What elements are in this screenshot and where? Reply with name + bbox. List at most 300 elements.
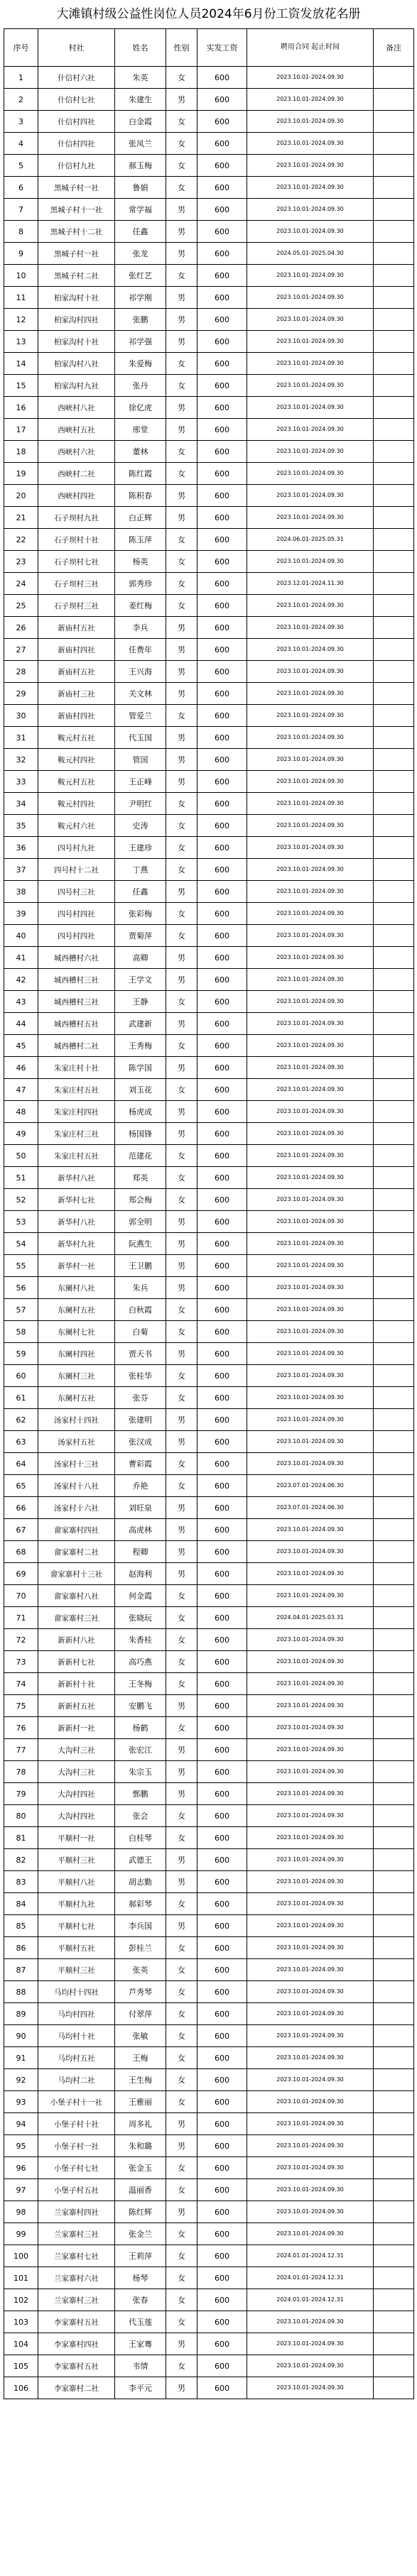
cell-wage: 600 <box>197 1321 247 1343</box>
cell-contract-period: 2023.10.01-2024.09.30 <box>247 2179 374 2201</box>
cell-gender: 女 <box>166 1607 197 1629</box>
cell-note <box>374 1563 414 1585</box>
cell-name: 安鹏飞 <box>115 1695 166 1717</box>
cell-seq: 81 <box>4 1827 38 1849</box>
cell-note <box>374 2157 414 2179</box>
cell-wage: 600 <box>197 639 247 661</box>
cell-contract-period: 2023.10.01-2024.09.30 <box>247 67 374 89</box>
cell-contract-period: 2023.10.01-2024.09.30 <box>247 749 374 771</box>
cell-contract-period: 2023.10.01-2024.09.30 <box>247 1167 374 1189</box>
cell-name: 高虎林 <box>115 1519 166 1541</box>
cell-seq: 45 <box>4 1035 38 1057</box>
cell-wage: 600 <box>197 2267 247 2289</box>
cell-gender: 女 <box>166 705 197 727</box>
table-row <box>4 1497 414 1519</box>
cell-wage: 600 <box>197 903 247 925</box>
cell-gender: 男 <box>166 419 197 441</box>
cell-wage: 600 <box>197 1277 247 1299</box>
cell-contract-period: 2023.07.01-2024.06.30 <box>247 1475 374 1497</box>
cell-gender: 男 <box>166 1519 197 1541</box>
cell-wage: 600 <box>197 1255 247 1277</box>
cell-village: 新新村一社 <box>38 1717 115 1739</box>
cell-note <box>374 1431 414 1453</box>
table-row <box>4 1057 414 1079</box>
cell-wage: 600 <box>197 1937 247 1959</box>
table-row <box>4 1827 414 1849</box>
cell-name: 张红艺 <box>115 265 166 287</box>
cell-gender: 男 <box>166 1013 197 1035</box>
cell-contract-period: 2024.01.01-2024.12.31 <box>247 2267 374 2289</box>
cell-village: 鞍元村四社 <box>38 793 115 815</box>
cell-name: 丁燕 <box>115 859 166 881</box>
cell-gender: 男 <box>166 881 197 903</box>
cell-wage: 600 <box>197 1585 247 1607</box>
cell-seq: 72 <box>4 1629 38 1651</box>
cell-gender: 男 <box>166 969 197 991</box>
cell-gender: 女 <box>166 1035 197 1057</box>
cell-village: 新庙村四社 <box>38 705 115 727</box>
cell-name: 祁学强 <box>115 331 166 353</box>
cell-village: 黑城子村二社 <box>38 265 115 287</box>
table-row <box>4 1101 414 1123</box>
cell-contract-period: 2023.10.01-2024.09.30 <box>247 1101 374 1123</box>
cell-wage: 600 <box>197 1365 247 1387</box>
cell-seq: 52 <box>4 1189 38 1211</box>
cell-gender: 女 <box>166 1585 197 1607</box>
cell-gender: 女 <box>166 1475 197 1497</box>
cell-seq: 58 <box>4 1321 38 1343</box>
cell-gender: 男 <box>166 1123 197 1145</box>
cell-name: 张会 <box>115 1805 166 1827</box>
cell-village: 四号村十二社 <box>38 859 115 881</box>
cell-village: 黑城子村十一社 <box>38 199 115 221</box>
table-row <box>4 2377 414 2399</box>
table-row <box>4 2267 414 2289</box>
cell-seq: 16 <box>4 397 38 419</box>
cell-gender: 女 <box>166 67 197 89</box>
cell-village: 平顺村一社 <box>38 1827 115 1849</box>
cell-wage: 600 <box>197 1761 247 1783</box>
cell-village: 东阑村四社 <box>38 1343 115 1365</box>
table-row <box>4 2135 414 2157</box>
cell-contract-period: 2023.10.01-2024.09.30 <box>247 991 374 1013</box>
cell-name: 杨琴 <box>115 2267 166 2289</box>
cell-note <box>374 2289 414 2311</box>
cell-name: 陈积春 <box>115 485 166 507</box>
cell-seq: 75 <box>4 1695 38 1717</box>
cell-village: 汤家村十四社 <box>38 1409 115 1431</box>
cell-gender: 女 <box>166 1827 197 1849</box>
cell-wage: 600 <box>197 1343 247 1365</box>
cell-seq: 27 <box>4 639 38 661</box>
cell-name: 杨国锋 <box>115 1123 166 1145</box>
cell-gender: 男 <box>166 1277 197 1299</box>
cell-contract-period: 2023.10.01-2024.09.30 <box>247 2157 374 2179</box>
cell-note <box>374 177 414 199</box>
table-row <box>4 1981 414 2003</box>
cell-note <box>374 1145 414 1167</box>
cell-gender: 男 <box>166 1695 197 1717</box>
cell-contract-period: 2023.10.01-2024.09.30 <box>247 1145 374 1167</box>
cell-note <box>374 1057 414 1079</box>
cell-name: 王卫鹏 <box>115 1255 166 1277</box>
cell-seq: 101 <box>4 2267 38 2289</box>
cell-contract-period: 2023.10.01-2024.09.30 <box>247 1277 374 1299</box>
cell-contract-period: 2023.10.01-2024.09.30 <box>247 155 374 177</box>
cell-village: 西峡村二社 <box>38 463 115 485</box>
cell-gender: 女 <box>166 2091 197 2113</box>
cell-wage: 600 <box>197 1101 247 1123</box>
cell-name: 常学福 <box>115 199 166 221</box>
cell-contract-period: 2023.10.01-2024.09.30 <box>247 2047 374 2069</box>
cell-wage: 600 <box>197 595 247 617</box>
cell-name: 王建珍 <box>115 837 166 859</box>
cell-gender: 男 <box>166 1343 197 1365</box>
table-row <box>4 661 414 683</box>
cell-note <box>374 727 414 749</box>
cell-note <box>374 991 414 1013</box>
cell-note <box>374 111 414 133</box>
cell-gender: 男 <box>166 89 197 111</box>
cell-seq: 65 <box>4 1475 38 1497</box>
cell-contract-period: 2023.10.01-2024.09.30 <box>247 1585 374 1607</box>
cell-wage: 600 <box>197 221 247 243</box>
cell-village: 石子坝村七社 <box>38 551 115 573</box>
cell-wage: 600 <box>197 1893 247 1915</box>
cell-seq: 92 <box>4 2069 38 2091</box>
cell-wage: 600 <box>197 1035 247 1057</box>
table-row <box>4 1629 414 1651</box>
cell-contract-period: 2023.10.01-2024.09.30 <box>247 771 374 793</box>
cell-note <box>374 815 414 837</box>
cell-seq: 66 <box>4 1497 38 1519</box>
cell-village: 黑城子村一社 <box>38 243 115 265</box>
table-row <box>4 155 414 177</box>
cell-contract-period: 2023.10.01-2024.09.30 <box>247 1013 374 1035</box>
cell-wage: 600 <box>197 1651 247 1673</box>
cell-note <box>374 837 414 859</box>
cell-village: 平顺村九社 <box>38 1893 115 1915</box>
cell-name: 张桂华 <box>115 1365 166 1387</box>
cell-wage: 600 <box>197 1827 247 1849</box>
table-row <box>4 2179 414 2201</box>
cell-gender: 女 <box>166 793 197 815</box>
cell-village: 汤家村五社 <box>38 1431 115 1453</box>
cell-note <box>374 573 414 595</box>
cell-seq: 62 <box>4 1409 38 1431</box>
cell-village: 东阑村八社 <box>38 1277 115 1299</box>
cell-name: 杨鹤 <box>115 1717 166 1739</box>
cell-seq: 12 <box>4 309 38 331</box>
cell-contract-period: 2023.10.01-2024.09.30 <box>247 89 374 111</box>
table-row <box>4 881 414 903</box>
table-row <box>4 507 414 529</box>
cell-wage: 600 <box>197 727 247 749</box>
cell-gender: 女 <box>166 837 197 859</box>
cell-gender: 女 <box>166 1387 197 1409</box>
cell-village: 新新村十社 <box>38 1673 115 1695</box>
cell-note <box>374 2201 414 2223</box>
cell-gender: 女 <box>166 2267 197 2289</box>
cell-wage: 600 <box>197 265 247 287</box>
cell-village: 平顺村八社 <box>38 1871 115 1893</box>
cell-gender: 女 <box>166 1629 197 1651</box>
cell-wage: 600 <box>197 1871 247 1893</box>
cell-wage: 600 <box>197 2179 247 2201</box>
cell-wage: 600 <box>197 1497 247 1519</box>
cell-contract-period: 2023.10.01-2024.09.30 <box>247 903 374 925</box>
cell-seq: 89 <box>4 2003 38 2025</box>
cell-contract-period: 2023.10.01-2024.09.30 <box>247 2201 374 2223</box>
cell-gender: 男 <box>166 1431 197 1453</box>
cell-gender: 女 <box>166 155 197 177</box>
cell-name: 郑英 <box>115 1167 166 1189</box>
cell-seq: 83 <box>4 1871 38 1893</box>
cell-wage: 600 <box>197 2091 247 2113</box>
cell-note <box>374 639 414 661</box>
table-row <box>4 683 414 705</box>
cell-name: 白金霞 <box>115 111 166 133</box>
cell-seq: 24 <box>4 573 38 595</box>
cell-wage: 600 <box>197 1167 247 1189</box>
cell-contract-period: 2023.10.01-2024.09.30 <box>247 617 374 639</box>
cell-wage: 600 <box>197 947 247 969</box>
table-row <box>4 2003 414 2025</box>
cell-wage: 600 <box>197 1475 247 1497</box>
cell-village: 新新村五社 <box>38 1695 115 1717</box>
cell-seq: 19 <box>4 463 38 485</box>
cell-seq: 96 <box>4 2157 38 2179</box>
cell-contract-period: 2023.10.01-2024.09.30 <box>247 661 374 683</box>
cell-seq: 54 <box>4 1233 38 1255</box>
header-seq: 序号 <box>4 29 38 67</box>
cell-note <box>374 661 414 683</box>
cell-seq: 1 <box>4 67 38 89</box>
cell-village: 黑城子村十二社 <box>38 221 115 243</box>
cell-seq: 30 <box>4 705 38 727</box>
cell-village: 兰家寨村三社 <box>38 2223 115 2245</box>
cell-village: 新华村八社 <box>38 1167 115 1189</box>
cell-gender: 男 <box>166 1101 197 1123</box>
cell-village: 石子坝村九社 <box>38 507 115 529</box>
table-row <box>4 199 414 221</box>
cell-seq: 100 <box>4 2245 38 2267</box>
cell-wage: 600 <box>197 1431 247 1453</box>
cell-name: 高卿 <box>115 947 166 969</box>
cell-wage: 600 <box>197 111 247 133</box>
cell-name: 王秀梅 <box>115 1035 166 1057</box>
cell-note <box>374 1937 414 1959</box>
cell-village: 西峡村五社 <box>38 419 115 441</box>
cell-village: 李家寨村二社 <box>38 2377 115 2399</box>
cell-village: 畲家寨村二社 <box>38 1541 115 1563</box>
cell-gender: 女 <box>166 111 197 133</box>
cell-note <box>374 265 414 287</box>
cell-wage: 600 <box>197 2377 247 2399</box>
table-row <box>4 287 414 309</box>
cell-seq: 15 <box>4 375 38 397</box>
cell-seq: 28 <box>4 661 38 683</box>
cell-village: 柏家沟村十社 <box>38 331 115 353</box>
cell-note <box>374 771 414 793</box>
cell-gender: 男 <box>166 309 197 331</box>
table-row <box>4 89 414 111</box>
cell-seq: 40 <box>4 925 38 947</box>
cell-gender: 男 <box>166 1761 197 1783</box>
cell-village: 汤家村十六社 <box>38 1497 115 1519</box>
table-row <box>4 221 414 243</box>
cell-contract-period: 2023.10.01-2024.09.30 <box>247 1409 374 1431</box>
table-row <box>4 749 414 771</box>
table-row <box>4 969 414 991</box>
cell-contract-period: 2023.10.01-2024.09.30 <box>247 1321 374 1343</box>
cell-note <box>374 881 414 903</box>
cell-contract-period: 2023.10.01-2024.09.30 <box>247 969 374 991</box>
cell-note <box>374 1981 414 2003</box>
header-wage: 实发工资 <box>197 29 247 67</box>
cell-name: 彭桂兰 <box>115 1937 166 1959</box>
cell-name: 张凤兰 <box>115 133 166 155</box>
cell-village: 朱家庄村五社 <box>38 1079 115 1101</box>
cell-contract-period: 2023.10.01-2024.09.30 <box>247 485 374 507</box>
table-row <box>4 2289 414 2311</box>
cell-village: 柏家沟村四社 <box>38 309 115 331</box>
cell-contract-period: 2023.10.01-2024.09.30 <box>247 1541 374 1563</box>
cell-name: 郝玉梅 <box>115 155 166 177</box>
cell-name: 任费年 <box>115 639 166 661</box>
cell-contract-period: 2023.10.01-2024.09.30 <box>247 1827 374 1849</box>
cell-note <box>374 463 414 485</box>
cell-seq: 44 <box>4 1013 38 1035</box>
cell-village: 马均村二社 <box>38 2069 115 2091</box>
cell-village: 石子坝村十社 <box>38 529 115 551</box>
cell-seq: 93 <box>4 2091 38 2113</box>
cell-contract-period: 2023.10.01-2024.09.30 <box>247 1189 374 1211</box>
cell-seq: 37 <box>4 859 38 881</box>
cell-gender: 男 <box>166 221 197 243</box>
cell-wage: 600 <box>197 2201 247 2223</box>
payroll-table <box>4 28 414 2399</box>
cell-village: 李家寨村四社 <box>38 2333 115 2355</box>
cell-gender: 男 <box>166 1849 197 1871</box>
cell-seq: 34 <box>4 793 38 815</box>
cell-seq: 41 <box>4 947 38 969</box>
cell-name: 王梅 <box>115 2047 166 2069</box>
table-row <box>4 529 414 551</box>
table-row <box>4 1937 414 1959</box>
cell-note <box>374 1123 414 1145</box>
table-row <box>4 2201 414 2223</box>
cell-name: 程卿 <box>115 1541 166 1563</box>
cell-gender: 女 <box>166 2245 197 2267</box>
cell-village: 城西槽村三社 <box>38 969 115 991</box>
cell-name: 温丽香 <box>115 2179 166 2201</box>
table-row <box>4 925 414 947</box>
cell-gender: 男 <box>166 683 197 705</box>
cell-seq: 9 <box>4 243 38 265</box>
cell-note <box>374 1849 414 1871</box>
cell-contract-period: 2023.10.01-2024.09.30 <box>247 507 374 529</box>
cell-note <box>374 1959 414 1981</box>
cell-contract-period: 2023.10.01-2024.09.30 <box>247 859 374 881</box>
cell-wage: 600 <box>197 177 247 199</box>
cell-wage: 600 <box>197 2333 247 2355</box>
cell-name: 白桂琴 <box>115 1827 166 1849</box>
cell-wage: 600 <box>197 749 247 771</box>
cell-village: 汤家村十三社 <box>38 1453 115 1475</box>
cell-name: 高巧燕 <box>115 1651 166 1673</box>
cell-note <box>374 1871 414 1893</box>
cell-name: 李兵 <box>115 617 166 639</box>
cell-gender: 女 <box>166 2069 197 2091</box>
cell-name: 张晓玩 <box>115 1607 166 1629</box>
cell-gender: 女 <box>166 991 197 1013</box>
cell-gender: 男 <box>166 2333 197 2355</box>
table-row <box>4 1739 414 1761</box>
cell-gender: 男 <box>166 1409 197 1431</box>
table-row <box>4 419 414 441</box>
table-row <box>4 1563 414 1585</box>
table-row <box>4 2245 414 2267</box>
cell-contract-period: 2023.10.01-2024.09.30 <box>247 1519 374 1541</box>
cell-seq: 33 <box>4 771 38 793</box>
table-row <box>4 1387 414 1409</box>
cell-wage: 600 <box>197 1387 247 1409</box>
cell-gender: 女 <box>166 1321 197 1343</box>
cell-village: 西峡村六社 <box>38 441 115 463</box>
cell-note <box>374 1365 414 1387</box>
cell-contract-period: 2023.10.01-2024.09.30 <box>247 793 374 815</box>
cell-note <box>374 2245 414 2267</box>
cell-name: 刘旺泉 <box>115 1497 166 1519</box>
cell-seq: 4 <box>4 133 38 155</box>
cell-name: 姜红梅 <box>115 595 166 617</box>
cell-contract-period: 2023.10.01-2024.09.30 <box>247 1849 374 1871</box>
cell-note <box>374 67 414 89</box>
table-row <box>4 2311 414 2333</box>
cell-note <box>374 2113 414 2135</box>
cell-contract-period: 2023.10.01-2024.09.30 <box>247 727 374 749</box>
cell-note <box>374 155 414 177</box>
cell-contract-period: 2023.10.01-2024.09.30 <box>247 2091 374 2113</box>
cell-seq: 90 <box>4 2025 38 2047</box>
cell-wage: 600 <box>197 243 247 265</box>
cell-seq: 22 <box>4 529 38 551</box>
cell-village: 汤家村十八社 <box>38 1475 115 1497</box>
cell-contract-period: 2023.10.01-2024.09.30 <box>247 815 374 837</box>
cell-wage: 600 <box>197 2113 247 2135</box>
cell-seq: 7 <box>4 199 38 221</box>
header-row <box>4 29 414 67</box>
cell-gender: 女 <box>166 1673 197 1695</box>
cell-name: 刘玉花 <box>115 1079 166 1101</box>
cell-wage: 600 <box>197 1717 247 1739</box>
cell-note <box>374 419 414 441</box>
cell-wage: 600 <box>197 199 247 221</box>
cell-seq: 48 <box>4 1101 38 1123</box>
cell-note <box>374 1343 414 1365</box>
cell-note <box>374 969 414 991</box>
cell-note <box>374 2377 414 2399</box>
cell-gender: 女 <box>166 925 197 947</box>
cell-village: 朱家庄村四社 <box>38 1101 115 1123</box>
table-row <box>4 265 414 287</box>
cell-gender: 男 <box>166 507 197 529</box>
table-row <box>4 1035 414 1057</box>
cell-gender: 女 <box>166 2179 197 2201</box>
cell-name: 范建花 <box>115 1145 166 1167</box>
cell-contract-period: 2024.06.01-2025.05.31 <box>247 529 374 551</box>
